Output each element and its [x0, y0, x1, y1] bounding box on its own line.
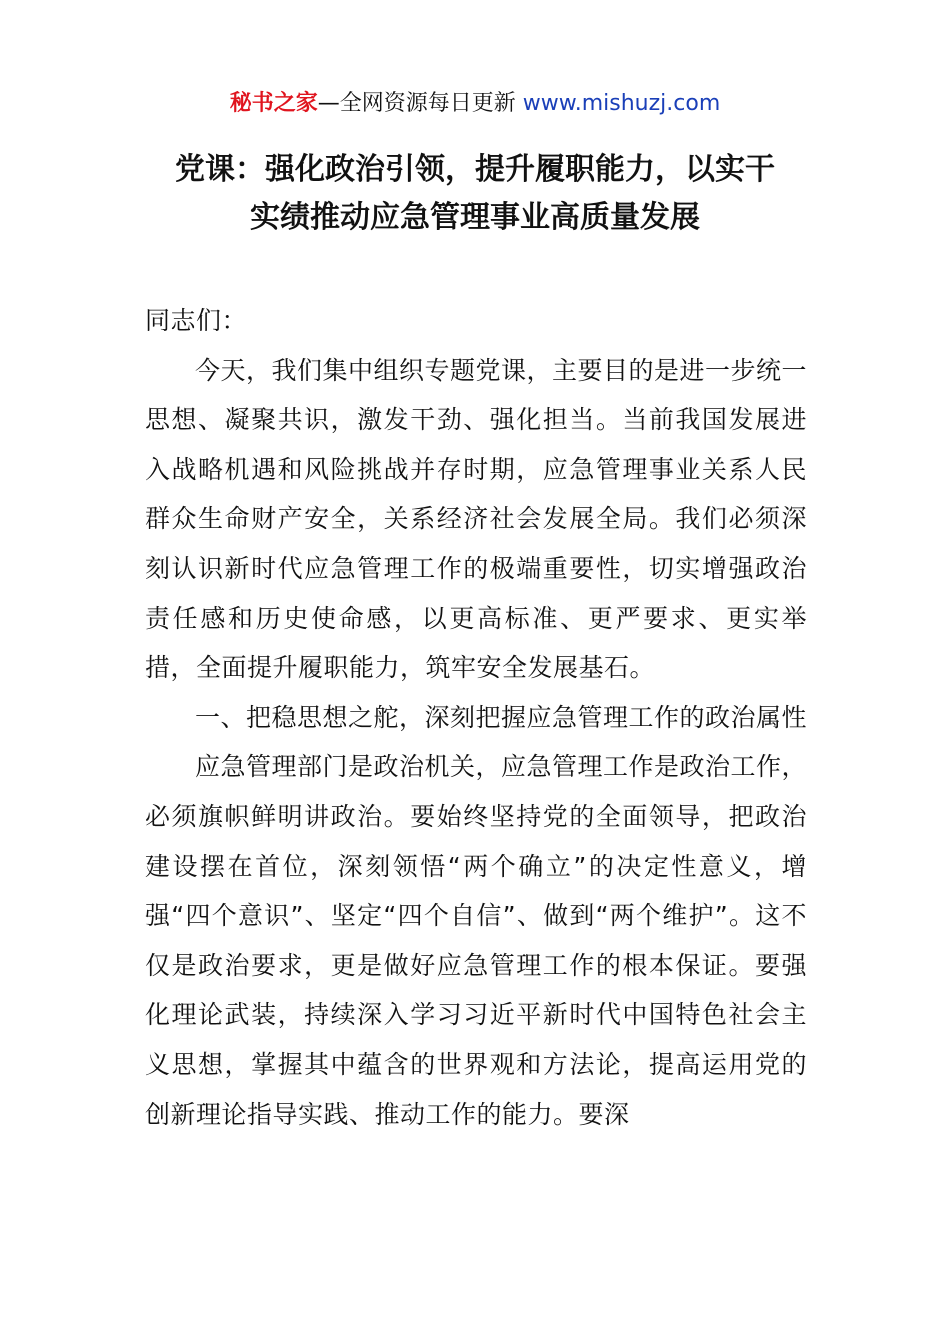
- title-line-2: 实绩推动应急管理事业高质量发展: [250, 200, 700, 235]
- document-body: [145, 296, 807, 1139]
- site-header: [0, 88, 950, 120]
- title-line-1: 党课：强化政治引领，提升履职能力，以实干: [175, 152, 775, 187]
- brand-name[interactable]: 秘书之家: [229, 91, 318, 116]
- paragraph-section-1: 应急管理部门是政治机关，应急管理工作是政治工作，必须旗帜鲜明讲政治。要始终坚持党的全面领导，把政治建设摆在首位，深刻领悟“两个确立”的决定性意义，增强“四个意识”、坚定“四个自信”、做到“两个维护”。这不仅是政治要求，更是做好应急管理工作的根本保证。要强化理论武装，持续深入学习习近平新时代中国特色社会主义思想，掌握其中蕴含的世界观和方法论，提高运用党的创新理论指导实践、推动工作的能力。要深: [145, 752, 808, 1129]
- header-tagline: —全网资源每日更新: [317, 91, 516, 116]
- salutation: 同志们：: [145, 306, 248, 335]
- paragraph-intro: 今天，我们集中组织专题党课，主要目的是进一步统一思想、凝聚共识，激发干劲、强化担当。当前我国发展进入战略机遇和风险挑战并存时期，应急管理事业关系人民群众生命财产安全，关系经济社会发展全局。我们必须深刻认识新时代应急管理工作的极端重要性，切实增强政治责任感和历史使命感，以更高标准、更严要求、更实举措，全面提升履职能力，筑牢安全发展基石。: [145, 355, 808, 683]
- site-url-link[interactable]: www.mishuzj.com: [522, 91, 721, 116]
- document-title: [120, 146, 830, 242]
- section-heading-1: 一、把稳思想之舵，深刻把握应急管理工作的政治属性: [195, 702, 808, 732]
